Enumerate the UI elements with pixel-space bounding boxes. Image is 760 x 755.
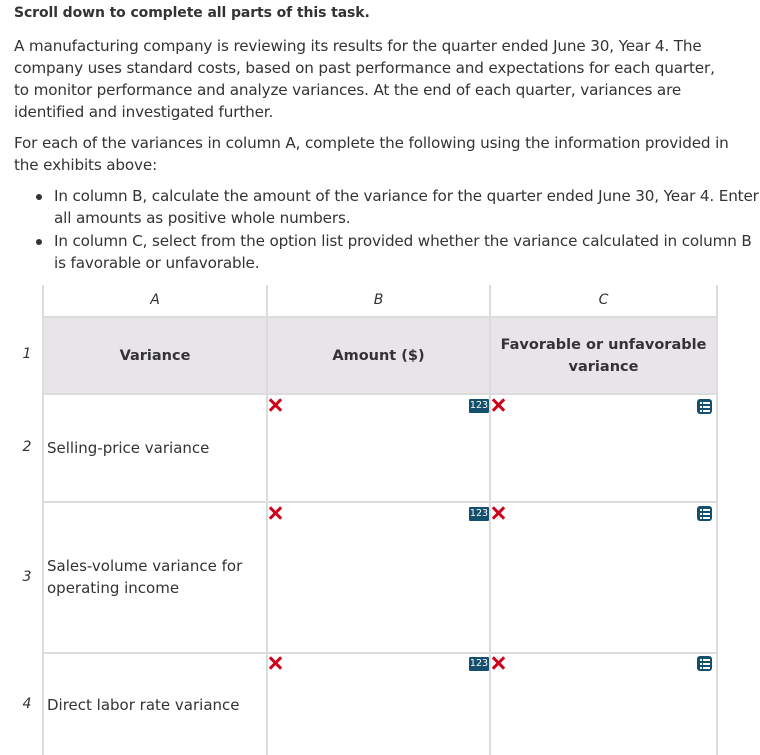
variance-label-direct-labor-rate: Direct labor rate variance xyxy=(47,696,240,714)
numeric-input-icon: 123 xyxy=(469,508,489,519)
task-directions: For each of the variances in column A, complete the following using the information provided in the exhibits above: xyxy=(14,134,729,174)
row-number-1: 1 xyxy=(22,346,32,362)
column-letter-b: B xyxy=(373,292,384,308)
row-number-2: 2 xyxy=(22,439,32,455)
row-number-3: 3 xyxy=(22,569,32,585)
task-bullet-list xyxy=(14,185,760,275)
favorable-select-row-4[interactable] xyxy=(491,654,716,755)
column-letter-c: C xyxy=(598,292,609,308)
grid-line xyxy=(42,316,718,318)
numeric-input-icon: 123 xyxy=(469,400,489,411)
task-description: A manufacturing company is reviewing its results for the quarter ended June 30, Year 4. The company uses standard costs, based on past performance and expectations for each quarter, to monitor performance and analyze variances. At the end of each quarter, variances are identified and investigated further. xyxy=(14,37,715,121)
column-letter-a: A xyxy=(150,292,160,308)
option-list-icon[interactable] xyxy=(697,399,712,414)
bullet-column-b: In column B, calculate the amount of the variance for the quarter ended June 30, Year 4. Enter all amounts as positive whole numbers. xyxy=(54,185,760,229)
row-number-4: 4 xyxy=(22,696,32,712)
favorable-select-row-2[interactable] xyxy=(491,395,716,501)
task-instruction-title: Scroll down to complete all parts of this task. xyxy=(14,5,370,21)
option-list-icon[interactable] xyxy=(697,656,712,671)
amount-input-row-4[interactable] xyxy=(268,654,489,755)
option-list-icon[interactable] xyxy=(697,506,712,521)
header-variance: Variance xyxy=(119,348,191,364)
numeric-input-icon: 123 xyxy=(469,658,489,669)
amount-input-row-3[interactable] xyxy=(268,503,489,652)
grid-line xyxy=(716,285,718,755)
bullet-column-c: In column C, select from the option list provided whether the variance calculated in column B is favorable or unfavorable. xyxy=(54,230,760,274)
amount-input-row-2[interactable] xyxy=(268,395,489,501)
variance-label-sales-volume: Sales-volume variance for operating income xyxy=(47,557,243,597)
header-favorable-unfavorable: Favorable or unfavorable variance xyxy=(500,337,707,375)
favorable-select-row-3[interactable] xyxy=(491,503,716,652)
variance-label-selling-price: Selling-price variance xyxy=(47,439,210,457)
header-amount: Amount ($) xyxy=(332,348,425,364)
